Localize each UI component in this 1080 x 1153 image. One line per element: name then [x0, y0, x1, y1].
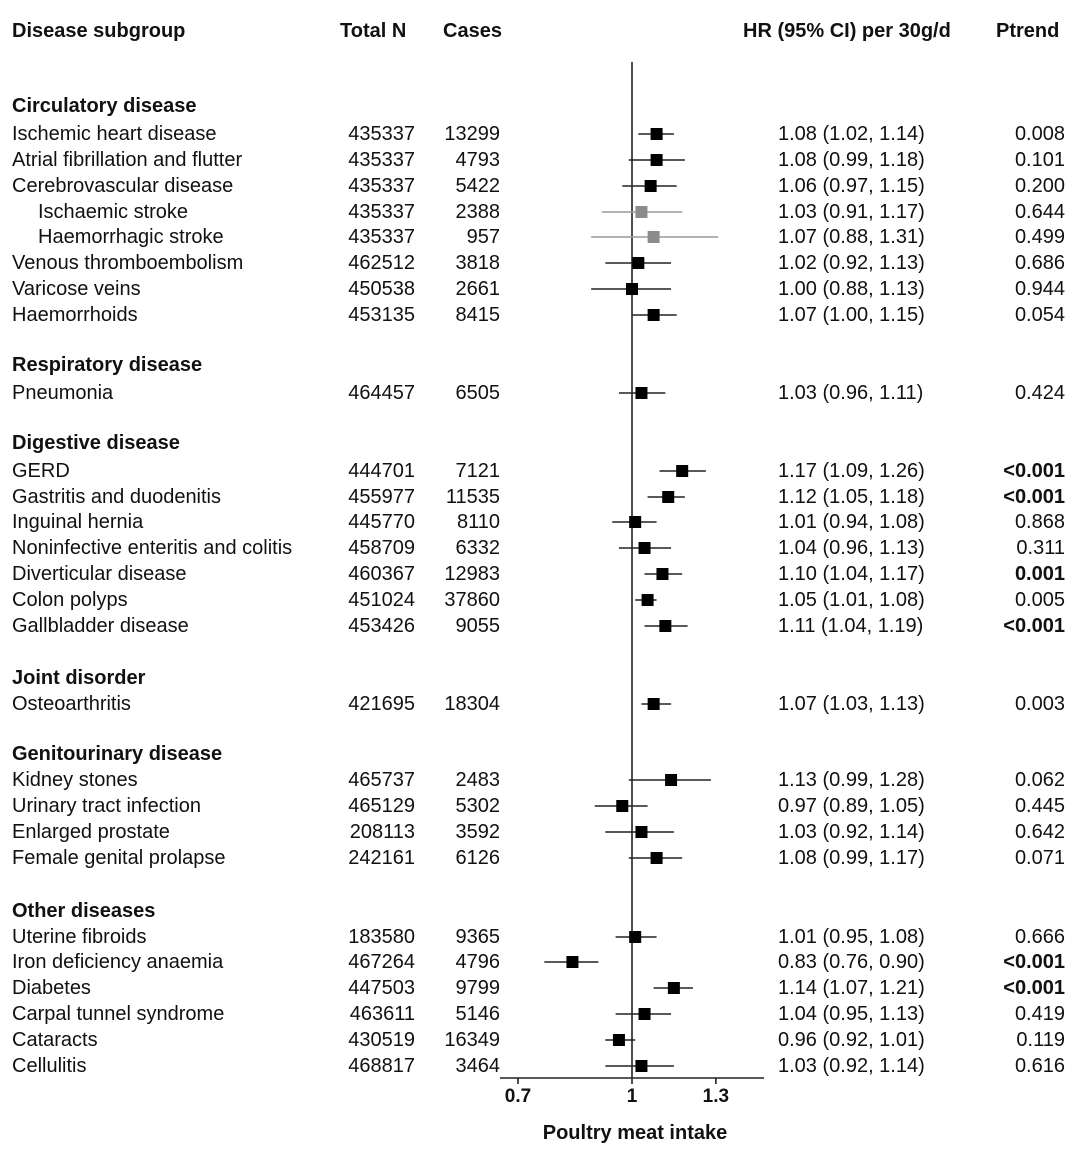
cases-cell: 3592 — [455, 821, 500, 843]
cases-cell: 6505 — [455, 382, 500, 404]
cases-cell: 5422 — [455, 175, 500, 197]
cases-cell: 16349 — [444, 1029, 500, 1051]
disease-label: GERD — [12, 460, 70, 482]
disease-label: Ischemic heart disease — [12, 123, 217, 145]
disease-label: Kidney stones — [12, 769, 138, 791]
total-n-cell: 465129 — [348, 795, 415, 817]
hr-ci-cell: 1.01 (0.95, 1.08) — [778, 926, 925, 948]
hr-ci-cell: 1.04 (0.95, 1.13) — [778, 1003, 925, 1025]
group-label: Other diseases — [12, 900, 156, 922]
cases-cell: 4796 — [455, 951, 500, 973]
hr-ci-cell: 0.83 (0.76, 0.90) — [778, 951, 925, 973]
header-hr-ci: HR (95% CI) per 30g/d — [743, 20, 951, 42]
table-row — [0, 302, 1080, 328]
hr-ci-cell: 1.03 (0.96, 1.11) — [778, 382, 924, 404]
table-row — [0, 380, 1080, 406]
table-row — [0, 561, 1080, 587]
total-n-cell: 435337 — [348, 123, 415, 145]
cases-cell: 2483 — [455, 769, 500, 791]
table-row — [0, 767, 1080, 793]
disease-label: Diabetes — [12, 977, 91, 999]
hr-ci-cell: 1.01 (0.94, 1.08) — [778, 511, 925, 533]
group-label: Joint disorder — [12, 667, 146, 689]
disease-label: Cellulitis — [12, 1055, 87, 1077]
cases-cell: 12983 — [444, 563, 500, 585]
table-row — [0, 458, 1080, 484]
group-label: Genitourinary disease — [12, 743, 223, 765]
group-heading-row — [0, 352, 1080, 378]
hr-ci-cell: 1.11 (1.04, 1.19) — [778, 615, 924, 637]
table-row — [0, 975, 1080, 1001]
disease-label: Female genital prolapse — [12, 847, 226, 869]
hr-ci-cell: 1.08 (0.99, 1.18) — [778, 149, 925, 171]
disease-label: Noninfective enteritis and colitis — [12, 537, 293, 559]
header-cases: Cases — [443, 20, 502, 42]
total-n-cell: 453426 — [348, 615, 415, 637]
hr-ci-cell: 1.00 (0.88, 1.13) — [778, 278, 925, 300]
disease-label: Colon polyps — [12, 589, 128, 611]
ptrend-cell: 0.644 — [1014, 201, 1065, 223]
cases-cell: 8110 — [456, 511, 500, 533]
hr-ci-cell: 1.12 (1.05, 1.18) — [778, 486, 925, 508]
x-tick-label: 0.7 — [504, 1086, 532, 1107]
ptrend-cell: 0.003 — [1014, 693, 1065, 715]
group-label: Circulatory disease — [12, 95, 197, 117]
ptrend-cell: 0.101 — [1014, 149, 1065, 171]
disease-label: Varicose veins — [12, 278, 141, 300]
total-n-cell: 455977 — [348, 486, 415, 508]
disease-label: Iron deficiency anaemia — [12, 951, 224, 973]
hr-ci-cell: 1.03 (0.92, 1.14) — [778, 821, 925, 843]
disease-label: Carpal tunnel syndrome — [12, 1003, 225, 1025]
cases-cell: 9799 — [455, 977, 500, 999]
total-n-cell: 447503 — [348, 977, 415, 999]
ptrend-cell: 0.642 — [1014, 821, 1065, 843]
table-row — [0, 173, 1080, 199]
ptrend-cell: <0.001 — [1003, 460, 1065, 482]
group-heading-row — [0, 898, 1080, 924]
disease-label: Cataracts — [12, 1029, 98, 1051]
hr-ci-cell: 1.07 (0.88, 1.31) — [778, 226, 925, 248]
cases-cell: 7121 — [455, 460, 500, 482]
ptrend-cell: 0.499 — [1014, 226, 1065, 248]
cases-cell: 18304 — [444, 693, 500, 715]
ptrend-cell: 0.419 — [1014, 1003, 1065, 1025]
total-n-cell: 435337 — [348, 226, 415, 248]
hr-ci-cell: 0.97 (0.89, 1.05) — [778, 795, 925, 817]
hr-ci-cell: 1.06 (0.97, 1.15) — [778, 175, 925, 197]
hr-ci-cell: 1.13 (0.99, 1.28) — [778, 769, 925, 791]
cases-cell: 2388 — [455, 201, 500, 223]
ptrend-cell: 0.944 — [1014, 278, 1065, 300]
ptrend-cell: 0.666 — [1014, 926, 1065, 948]
total-n-cell: 421695 — [348, 693, 415, 715]
table-row — [0, 793, 1080, 819]
disease-label: Venous thromboembolism — [12, 252, 244, 274]
total-n-cell: 468817 — [348, 1055, 415, 1077]
table-row — [0, 509, 1080, 535]
header-ptrend: Ptrend — [996, 20, 1060, 42]
ptrend-cell: 0.200 — [1014, 175, 1065, 197]
table-row — [0, 691, 1080, 717]
table-row — [0, 484, 1080, 510]
table-row — [0, 924, 1080, 950]
x-axis-label: Poultry meat intake — [542, 1122, 728, 1144]
total-n-cell: 458709 — [348, 537, 415, 559]
disease-label: Uterine fibroids — [12, 926, 147, 948]
hr-ci-cell: 1.04 (0.96, 1.13) — [778, 537, 925, 559]
group-label: Digestive disease — [12, 432, 180, 454]
header-total-n: Total N — [340, 20, 407, 42]
cases-cell: 9055 — [455, 615, 500, 637]
ptrend-cell: 0.616 — [1014, 1055, 1065, 1077]
total-n-cell: 183580 — [348, 926, 415, 948]
table-row — [0, 845, 1080, 871]
hr-ci-cell: 1.17 (1.09, 1.26) — [778, 460, 925, 482]
total-n-cell: 460367 — [348, 563, 415, 585]
table-row — [0, 535, 1080, 561]
hr-ci-cell: 0.96 (0.92, 1.01) — [778, 1029, 925, 1051]
table-row — [0, 819, 1080, 845]
total-n-cell: 463611 — [349, 1003, 415, 1025]
cases-cell: 37860 — [444, 589, 500, 611]
disease-label: Urinary tract infection — [12, 795, 201, 817]
disease-label: Gastritis and duodenitis — [12, 486, 222, 508]
total-n-cell: 445770 — [348, 511, 415, 533]
table-row — [0, 1053, 1080, 1079]
total-n-cell: 450538 — [348, 278, 415, 300]
hr-ci-cell: 1.07 (1.03, 1.13) — [778, 693, 925, 715]
table-row — [0, 613, 1080, 639]
ptrend-cell: 0.686 — [1014, 252, 1065, 274]
disease-label: Osteoarthritis — [12, 693, 131, 715]
table-row — [0, 1027, 1080, 1053]
ptrend-cell: 0.119 — [1016, 1029, 1065, 1051]
x-tick-label: 1 — [626, 1086, 638, 1107]
total-n-cell: 430519 — [348, 1029, 415, 1051]
ptrend-cell: 0.424 — [1014, 382, 1065, 404]
disease-label: Inguinal hernia — [12, 511, 144, 533]
group-heading-row — [0, 430, 1080, 456]
disease-label: Enlarged prostate — [12, 821, 170, 843]
ptrend-cell: <0.001 — [1003, 486, 1065, 508]
disease-label: Cerebrovascular disease — [12, 175, 234, 197]
disease-label: Haemorrhagic stroke — [38, 226, 224, 248]
ptrend-cell: 0.005 — [1014, 589, 1065, 611]
ptrend-cell: 0.054 — [1014, 304, 1065, 326]
cases-cell: 11535 — [445, 486, 500, 508]
cases-cell: 9365 — [455, 926, 500, 948]
ptrend-cell: 0.001 — [1014, 563, 1065, 585]
table-row — [0, 587, 1080, 613]
total-n-cell: 451024 — [348, 589, 415, 611]
disease-label: Haemorrhoids — [12, 304, 138, 326]
total-n-cell: 465737 — [348, 769, 415, 791]
hr-ci-cell: 1.08 (0.99, 1.17) — [778, 847, 925, 869]
cases-cell: 3464 — [455, 1055, 500, 1077]
cases-cell: 6126 — [455, 847, 500, 869]
disease-label: Ischaemic stroke — [38, 201, 189, 223]
ptrend-cell: 0.868 — [1014, 511, 1065, 533]
header-disease-subgroup: Disease subgroup — [12, 20, 186, 42]
hr-ci-cell: 1.05 (1.01, 1.08) — [778, 589, 925, 611]
table-row — [0, 276, 1080, 302]
hr-ci-cell: 1.10 (1.04, 1.17) — [778, 563, 925, 585]
group-heading-row — [0, 741, 1080, 767]
total-n-cell: 435337 — [348, 201, 415, 223]
group-heading-row — [0, 93, 1080, 119]
cases-cell: 4793 — [455, 149, 500, 171]
ptrend-cell: 0.445 — [1014, 795, 1065, 817]
table-row — [0, 250, 1080, 276]
ptrend-cell: 0.008 — [1014, 123, 1065, 145]
hr-ci-cell: 1.02 (0.92, 1.13) — [778, 252, 925, 274]
cases-cell: 13299 — [444, 123, 500, 145]
group-heading-row — [0, 665, 1080, 691]
cases-cell: 957 — [466, 226, 500, 248]
cases-cell: 6332 — [455, 537, 500, 559]
ptrend-cell: <0.001 — [1003, 977, 1065, 999]
table-row — [0, 147, 1080, 173]
cases-cell: 2661 — [455, 278, 500, 300]
ptrend-cell: 0.062 — [1014, 769, 1065, 791]
total-n-cell: 444701 — [348, 460, 415, 482]
hr-ci-cell: 1.03 (0.91, 1.17) — [778, 201, 925, 223]
hr-ci-cell: 1.14 (1.07, 1.21) — [778, 977, 925, 999]
group-label: Respiratory disease — [12, 354, 203, 376]
ptrend-cell: <0.001 — [1003, 951, 1065, 973]
total-n-cell: 464457 — [348, 382, 415, 404]
table-row — [0, 1001, 1080, 1027]
disease-label: Pneumonia — [12, 382, 114, 404]
x-tick-label: 1.3 — [702, 1086, 730, 1107]
total-n-cell: 208113 — [349, 821, 415, 843]
disease-label: Gallbladder disease — [12, 615, 189, 637]
total-n-cell: 453135 — [348, 304, 415, 326]
total-n-cell: 462512 — [348, 252, 415, 274]
total-n-cell: 242161 — [348, 847, 415, 869]
hr-ci-cell: 1.07 (1.00, 1.15) — [778, 304, 925, 326]
table-row — [0, 224, 1080, 250]
ptrend-cell: 0.071 — [1014, 847, 1065, 869]
cases-cell: 5146 — [455, 1003, 500, 1025]
total-n-cell: 467264 — [348, 951, 415, 973]
hr-ci-cell: 1.03 (0.92, 1.14) — [778, 1055, 925, 1077]
disease-label: Atrial fibrillation and flutter — [12, 149, 243, 171]
table-row — [0, 121, 1080, 147]
ptrend-cell: 0.311 — [1016, 537, 1065, 559]
disease-label: Diverticular disease — [12, 563, 187, 585]
cases-cell: 8415 — [455, 304, 500, 326]
hr-ci-cell: 1.08 (1.02, 1.14) — [778, 123, 925, 145]
cases-cell: 5302 — [455, 795, 500, 817]
cases-cell: 3818 — [455, 252, 500, 274]
ptrend-cell: <0.001 — [1003, 615, 1065, 637]
total-n-cell: 435337 — [348, 149, 415, 171]
table-row — [0, 949, 1080, 975]
table-row — [0, 199, 1080, 225]
total-n-cell: 435337 — [348, 175, 415, 197]
